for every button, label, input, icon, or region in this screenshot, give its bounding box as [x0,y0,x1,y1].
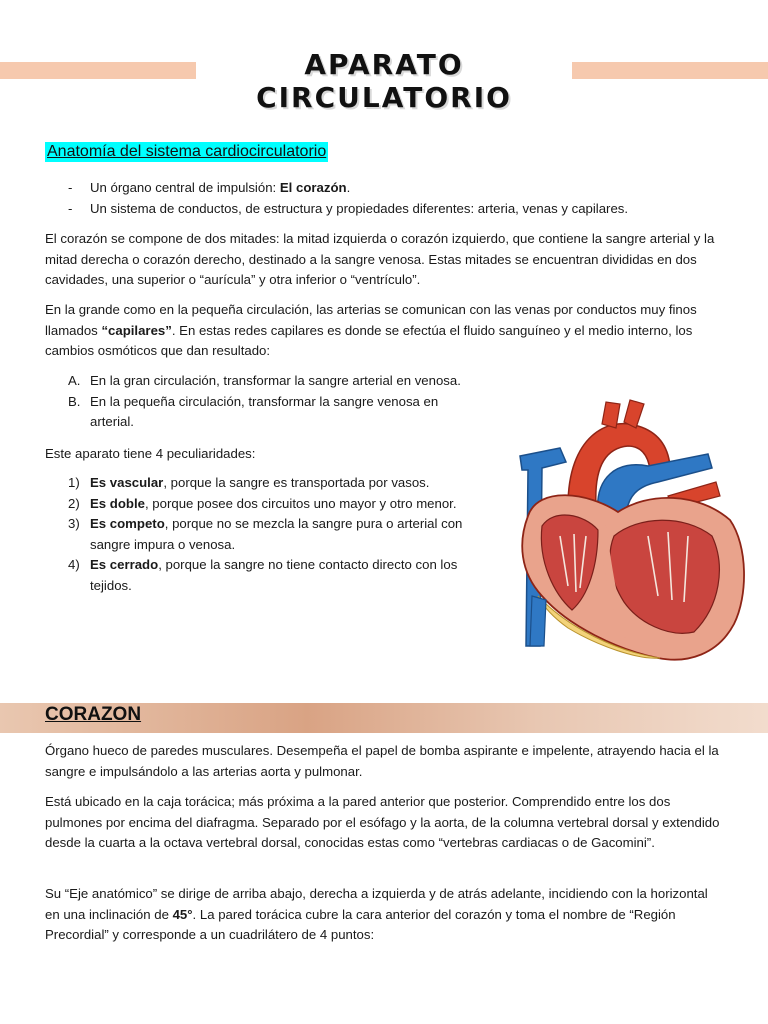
list-marker: A. [68,373,81,388]
circulation-list [68,371,468,433]
list-item [68,177,628,198]
paragraph-text: Su “Eje anatómico” se dirige de arriba abajo, derecha a izquierda y de atrás adelante, incidiendo con la horizontal en una inclinación de [45,886,708,922]
organ-bullet-list [68,177,628,219]
list-text: , porque la sangre no tiene contacto directo con los tejidos. [90,557,458,593]
paragraph-eje-anatomico [45,884,725,946]
list-marker: B. [68,393,81,409]
list-text: , porque posee dos circuitos uno mayor y otro menor. [144,495,457,511]
peculiarities-list [68,473,478,596]
title-container [196,46,572,114]
list-item [68,555,478,596]
paragraph-text: . La pared torácica cubre la cara anterior del corazón y toma el nombre de “Región Precordial” y corresponde a un cuadrilátero de 4 puntos: [45,906,676,942]
page-title: APARATO CIRCULATORIO [256,48,512,114]
list-marker: 1) [68,475,80,490]
list-item [68,494,478,515]
bullet-after: . [346,180,351,195]
list-bold: Es competo [90,516,165,531]
paragraph-capilares [45,300,725,362]
list-bold: Es doble [90,495,145,511]
list-bold: Es cerrado [90,557,159,572]
section-heading-anatomia: Anatomía del sistema cardiocirculatorio [47,143,327,160]
bullet-marker: - [68,201,73,216]
bullet-text: Un órgano central de impulsión: [90,180,280,195]
list-text: , porque no se mezcla la sangre pura o arterial con sangre impura o venosa. [90,516,463,552]
paragraph-organo-hueco: Órgano hueco de paredes musculares. Desempeña el papel de bomba aspirante e impelente, atrayendo hacia el la sangre e impulsándolo a las arterias aorta y pulmonar. [45,743,719,779]
list-text: En la pequeña circulación, transformar la sangre venosa en arterial. [90,393,439,429]
list-item [68,371,468,392]
list-marker: 3) [68,516,80,531]
bullet-bold: El corazón [279,180,347,195]
bullet-marker: - [68,180,73,195]
list-marker: 2) [68,495,80,511]
list-item [68,514,478,555]
list-item [68,392,468,433]
paragraph-text: En la grande como en la pequeña circulación, las arterias se comunican con las venas por conductos muy finos llamados [45,302,697,338]
paragraph-text: . En estas redes capilares es donde se efectúa el fluido sanguíneo y el medio interno, los cambios osmóticos que dan resultado: [45,322,693,358]
capilares-bold: “capilares” [101,322,172,338]
list-item [68,198,628,219]
list-marker: 4) [68,557,80,572]
paragraph-peculiaridades: Este aparato tiene 4 peculiaridades: [45,446,256,461]
heart-anatomy-illustration [498,396,748,666]
list-text: , porque la sangre es transportada por vasos. [163,475,430,490]
list-text: En la gran circulación, transformar la sangre arterial en venosa. [90,373,461,388]
bullet-text: Un sistema de conductos, de estructura y propiedades diferentes: arteria, venas y capilares. [90,201,629,216]
list-bold: Es vascular [90,475,164,490]
list-item [68,473,478,494]
paragraph-ubicacion: Está ubicado en la caja torácica; más próxima a la pared anterior que posterior. Comprendido entre los dos pulmones por encima del diafragma. Separado por el esófago y la aorta, de la columna vertebral dorsal y extendido desde la cuarta a la octava vertebral dorsal, conocidas estas como “vertebras cardiacas o de Gacomini”. [45,794,720,850]
angle-bold: 45° [172,906,193,922]
section-heading-corazon: CORAZON [45,704,142,725]
paragraph-mitades: El corazón se compone de dos mitades: la mitad izquierda o corazón izquierdo, que contiene la sangre arterial y la mitad derecha o corazón derecho, destinado a la sangre venosa. Estas mitades se encuentran divididas en dos cavidades, una superior o “aurícula” y otra inferior o “ventrículo”. [45,231,715,287]
